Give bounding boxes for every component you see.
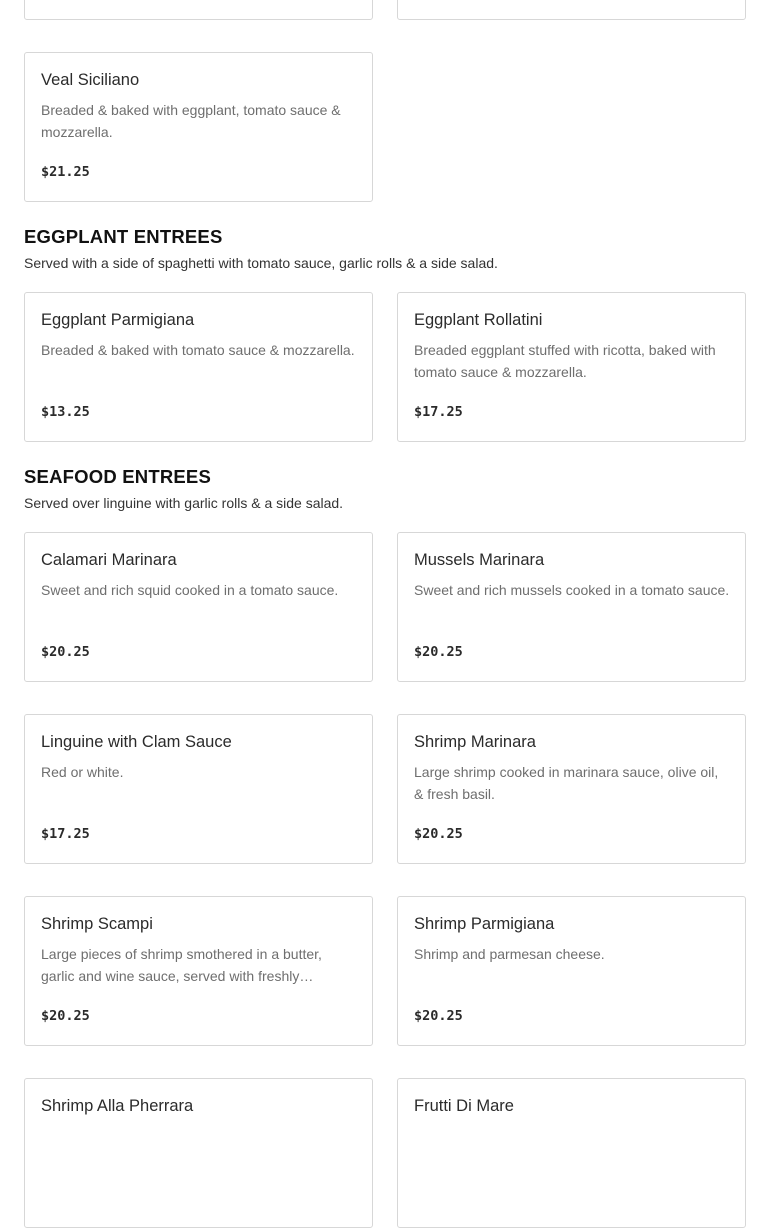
- menu-item-card[interactable]: [397, 1078, 746, 1228]
- menu-item-description: Large pieces of shrimp smothered in a butter, garlic and wine sauce, served with freshly…: [41, 946, 322, 984]
- menu-item-name: Shrimp Scampi: [41, 915, 153, 933]
- section-subtitle: Served with a side of spaghetti with tomato sauce, garlic rolls & a side salad.: [24, 255, 498, 271]
- menu-item-description: Sweet and rich squid cooked in a tomato sauce.: [41, 582, 339, 598]
- menu-item-name: Veal Siciliano: [41, 71, 140, 89]
- menu-item-card[interactable]: [24, 52, 373, 202]
- menu-item-description: Breaded eggplant stuffed with ricotta, baked with tomato sauce & mozzarella.: [414, 342, 716, 380]
- menu-item-card[interactable]: [24, 0, 373, 20]
- menu-item-card[interactable]: [24, 714, 373, 864]
- menu-item-card[interactable]: [397, 0, 746, 20]
- menu-item-name: Shrimp Marinara: [414, 733, 536, 751]
- menu-item-price: $20.25: [414, 644, 463, 660]
- menu-item-price: $20.25: [414, 826, 463, 842]
- section-title: SEAFOOD ENTREES: [24, 466, 211, 487]
- menu-item-description: Red or white.: [41, 764, 124, 780]
- menu-item-price: $20.25: [41, 644, 90, 660]
- menu-item-price: $20.25: [414, 1008, 463, 1024]
- menu-item-card[interactable]: [24, 532, 373, 682]
- menu-item-description: Sweet and rich mussels cooked in a tomato sauce.: [414, 582, 730, 598]
- menu-item-price: $20.25: [41, 1008, 90, 1024]
- menu-item-price: $17.25: [41, 826, 90, 842]
- menu-item-card[interactable]: [397, 292, 746, 442]
- menu-item-name: Shrimp Alla Pherrara: [41, 1097, 194, 1115]
- menu-item-description: Breaded & baked with tomato sauce & mozzarella.: [41, 342, 355, 358]
- menu-item-card[interactable]: [397, 532, 746, 682]
- menu-item-card[interactable]: [397, 714, 746, 864]
- menu-item-card[interactable]: [397, 896, 746, 1046]
- menu-item-name: Frutti Di Mare: [414, 1097, 514, 1115]
- menu-item-card[interactable]: [24, 1078, 373, 1228]
- menu-item-name: Eggplant Parmigiana: [41, 311, 195, 329]
- menu-item-name: Shrimp Parmigiana: [414, 915, 555, 933]
- menu-item-name: Mussels Marinara: [414, 551, 545, 569]
- menu-item-price: $17.25: [414, 404, 463, 420]
- menu-item-description: Shrimp and parmesan cheese.: [414, 946, 605, 962]
- menu-item-description: Breaded & baked with eggplant, tomato sauce & mozzarella.: [41, 102, 341, 140]
- menu-item-description: Large shrimp cooked in marinara sauce, olive oil, & fresh basil.: [414, 764, 719, 802]
- section-subtitle: Served over linguine with garlic rolls & a side salad.: [24, 495, 344, 511]
- menu-item-card[interactable]: [24, 896, 373, 1046]
- section-title: EGGPLANT ENTREES: [24, 226, 223, 247]
- menu-item-price: $13.25: [41, 404, 90, 420]
- menu-item-name: Eggplant Rollatini: [414, 311, 543, 329]
- menu-item-name: Linguine with Clam Sauce: [41, 733, 232, 751]
- menu-item-price: $21.25: [41, 164, 90, 180]
- menu-item-card[interactable]: [24, 292, 373, 442]
- menu-item-name: Calamari Marinara: [41, 551, 177, 569]
